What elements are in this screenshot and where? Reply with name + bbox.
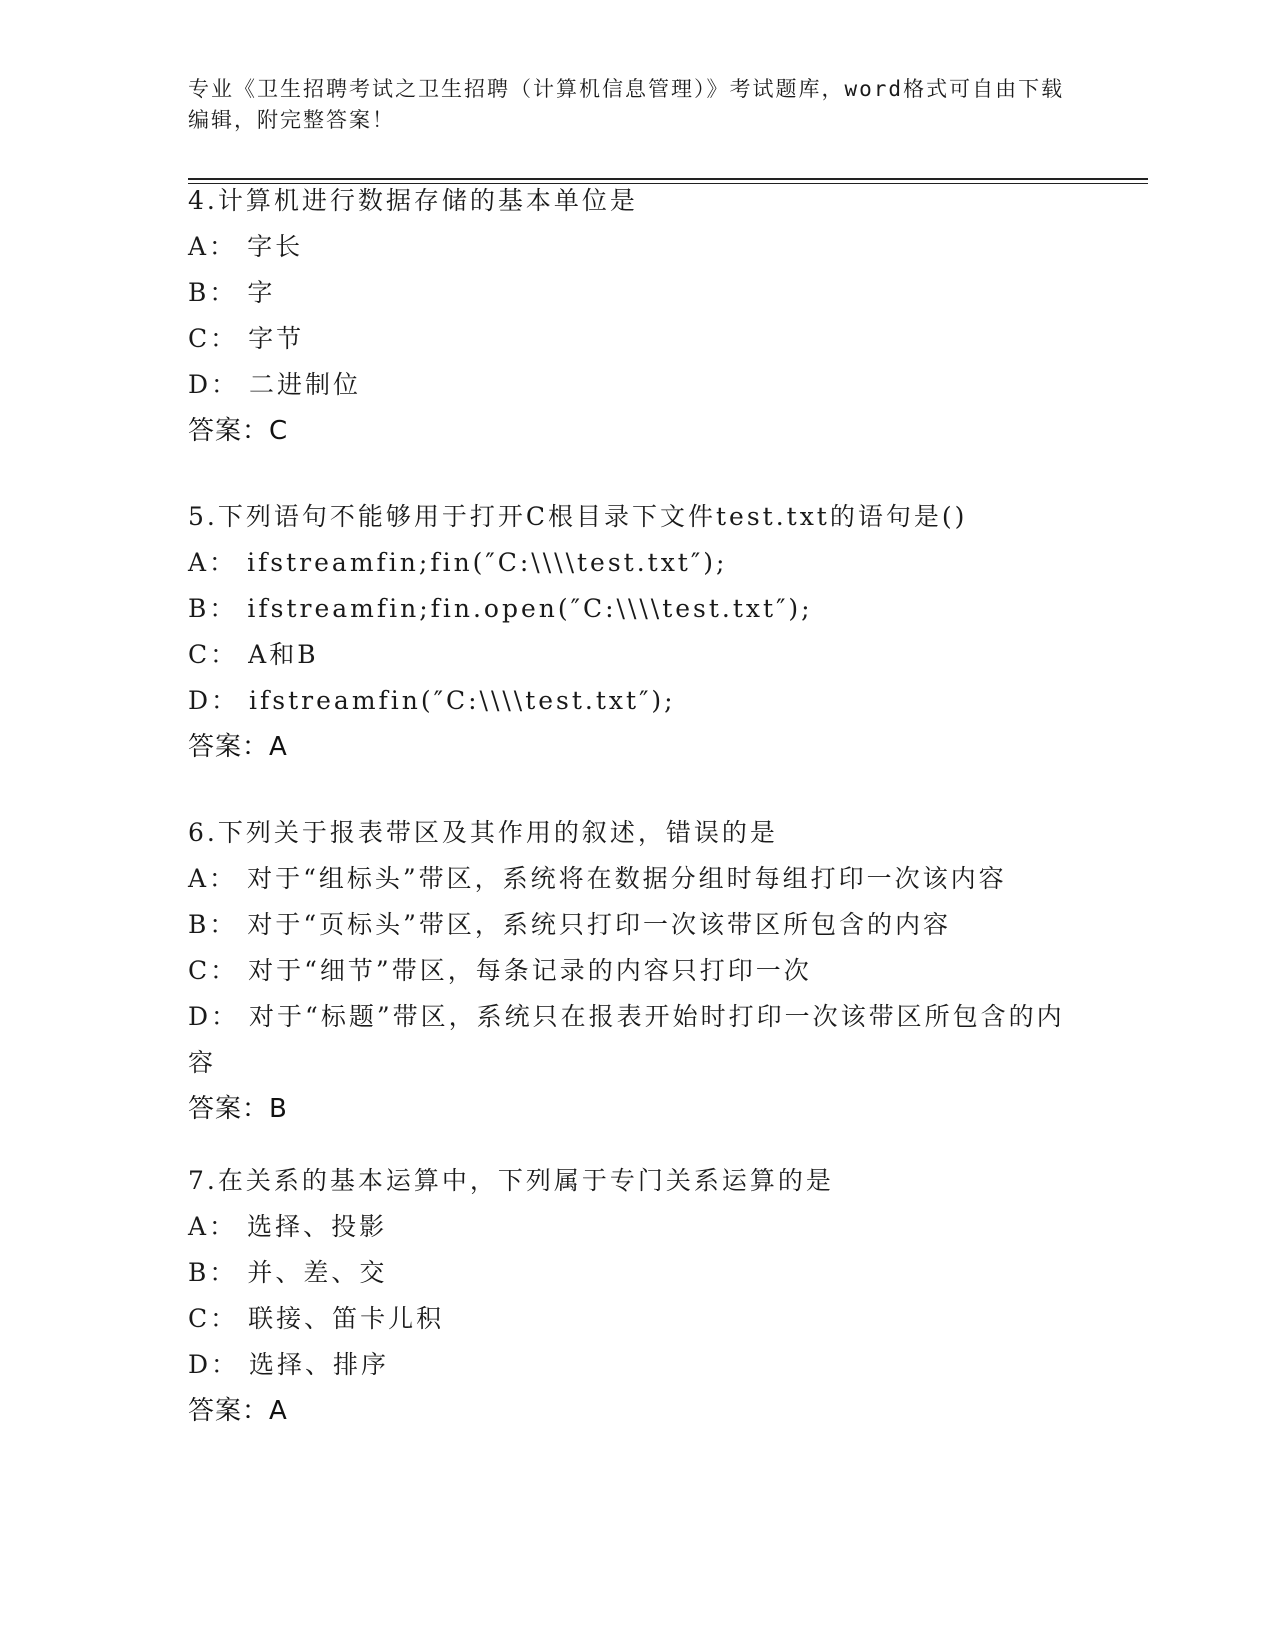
option-b (188, 586, 1088, 632)
option-text: 选择、投影 (247, 1212, 388, 1241)
option-letter: C： (188, 324, 239, 353)
option-c (188, 316, 1088, 362)
option-text: 对于“页标头”带区，系统只打印一次该带区所包含的内容 (247, 910, 951, 939)
option-letter: D： (188, 1350, 240, 1379)
option-text: 选择、排序 (249, 1350, 390, 1379)
question-block-7 (188, 1158, 1088, 1434)
answer-line: 答案：B (188, 1094, 288, 1124)
option-letter: A： (188, 1212, 238, 1241)
option-letter: B： (188, 594, 238, 623)
option-b (188, 1250, 1088, 1296)
option-letter: B： (188, 910, 238, 939)
option-a (188, 540, 1088, 586)
option-text: 字长 (247, 232, 304, 261)
option-text: 对于“细节”带区，每条记录的内容只打印一次 (248, 956, 812, 985)
option-letter: C： (188, 1304, 239, 1333)
option-letter: C： (188, 640, 239, 669)
option-c (188, 632, 1088, 678)
option-text: 对于“标题”带区，系统只在报表开始时打印一次该带区所包含的内容 (188, 1002, 1065, 1077)
option-b (188, 270, 1088, 316)
option-a (188, 856, 1088, 902)
option-text: A和B (248, 640, 319, 669)
option-text: 对于“组标头”带区，系统将在数据分组时每组打印一次该内容 (247, 864, 1007, 893)
question-block-6 (188, 810, 1088, 1132)
question-stem: 4.计算机进行数据存储的基本单位是 (188, 186, 638, 215)
option-letter: D： (188, 686, 240, 715)
option-letter: D： (188, 370, 240, 399)
option-d (188, 1342, 1088, 1388)
option-letter: B： (188, 278, 238, 307)
option-text: 字 (247, 278, 276, 307)
question-stem: 6.下列关于报表带区及其作用的叙述，错误的是 (188, 818, 778, 847)
question-block-4 (188, 178, 1088, 454)
question-block-5 (188, 494, 1088, 770)
answer-line: 答案：A (188, 732, 288, 762)
answer-line: 答案：C (188, 416, 289, 446)
option-c (188, 948, 1088, 994)
option-letter: C： (188, 956, 239, 985)
question-stem: 5.下列语句不能够用于打开C根目录下文件test.txt的语句是() (188, 502, 968, 531)
option-text: 字节 (248, 324, 305, 353)
option-text: ifstreamfin;fin.open(″C:\\\\test.txt″); (247, 594, 813, 623)
option-letter: D： (188, 1002, 240, 1031)
option-d (188, 994, 1088, 1086)
option-text: 联接、笛卡儿积 (248, 1304, 445, 1333)
option-text: 并、差、交 (247, 1258, 388, 1287)
option-text: ifstreamfin(″C:\\\\test.txt″); (249, 686, 676, 715)
option-d (188, 362, 1088, 408)
option-a (188, 1204, 1088, 1250)
question-stem: 7.在关系的基本运算中，下列属于专门关系运算的是 (188, 1166, 834, 1195)
option-c (188, 1296, 1088, 1342)
option-text: 二进制位 (249, 370, 362, 399)
answer-line: 答案：A (188, 1396, 288, 1426)
option-b (188, 902, 1088, 948)
document-header: 专业《卫生招聘考试之卫生招聘（计算机信息管理）》考试题库，word格式可自由下载编辑，附完整答案！ (188, 77, 1065, 132)
option-letter: B： (188, 1258, 238, 1287)
option-letter: A： (188, 548, 238, 577)
option-letter: A： (188, 232, 238, 261)
option-letter: A： (188, 864, 238, 893)
option-a (188, 224, 1088, 270)
option-text: ifstreamfin;fin(″C:\\\\test.txt″); (247, 548, 728, 577)
option-d (188, 678, 1088, 724)
